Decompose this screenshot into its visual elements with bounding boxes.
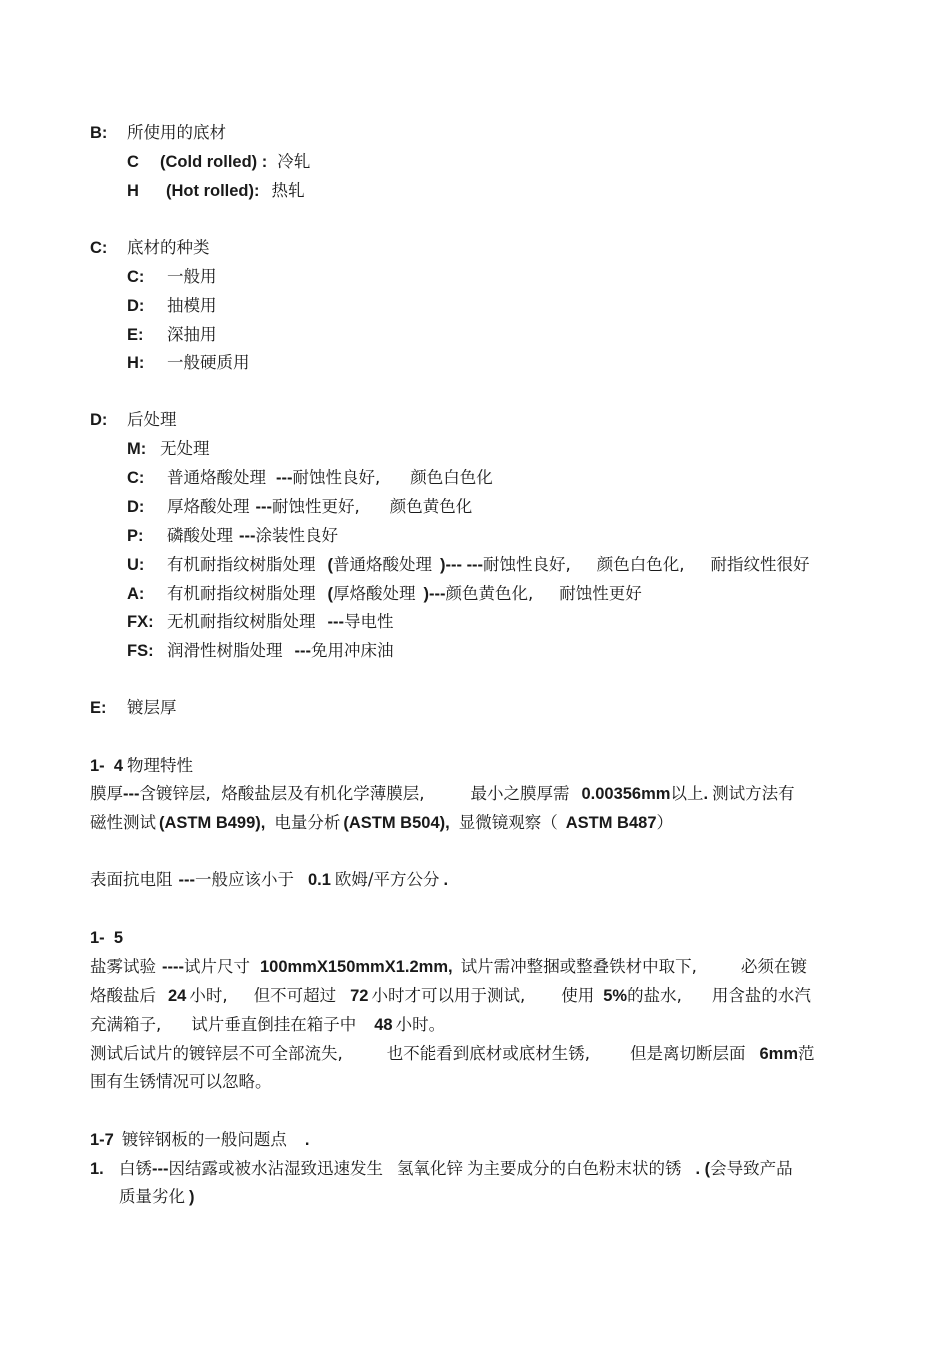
- section-d-item-fx: [127, 611, 393, 633]
- text-run: 试片垂直倒挂在箱子中: [191, 1015, 357, 1034]
- text-run: 测试方法有: [712, 784, 795, 803]
- item-text: 耐蚀性良好,: [292, 468, 381, 487]
- item-text: 有机耐指纹树脂处理: [167, 584, 316, 603]
- text-run: ----: [162, 958, 184, 976]
- text-run: 测试后试片的镀锌层不可全部流失,: [90, 1044, 343, 1063]
- item-text: 厚烙酸处理: [333, 584, 416, 603]
- text-run: 小时才可以用于测试,: [371, 986, 526, 1005]
- text-run: 质量劣化: [119, 1187, 185, 1206]
- section-number: 1- 4: [90, 757, 124, 775]
- text-run: .: [304, 1131, 310, 1149]
- text-run: 白锈: [119, 1159, 152, 1178]
- item-text: 颜色黄色化: [389, 497, 473, 516]
- section-c-item: [127, 266, 217, 288]
- item-code: H:: [127, 354, 145, 372]
- text-run: .: [443, 871, 449, 889]
- item-text: 润滑性树脂处理: [167, 641, 283, 660]
- item-dash: ---: [255, 498, 272, 516]
- item-text: 涂装性良好: [255, 526, 338, 545]
- item-text: 无处理: [160, 439, 210, 458]
- section-d-item-fs: [127, 640, 393, 662]
- text-run: 范: [798, 1044, 815, 1063]
- section-title: 物理特性: [127, 756, 194, 775]
- item-text: 一般硬质用: [167, 353, 250, 372]
- section-b-item: [127, 180, 304, 202]
- text-run: 0.1: [307, 871, 331, 889]
- item-text: 颜色白色化,: [596, 555, 685, 574]
- section-d-key: D:: [90, 411, 108, 429]
- item-text: 耐蚀性更好,: [271, 497, 360, 516]
- section-c-item: [127, 324, 217, 346]
- section-d-heading: [90, 409, 177, 431]
- item-code: C:: [127, 268, 145, 286]
- text-run: ---: [123, 785, 140, 803]
- item-english: (Hot rolled):: [166, 182, 260, 200]
- item-text: 厚烙酸处理: [167, 497, 250, 516]
- text-run: 但不可超过: [253, 986, 337, 1005]
- paragraph-line: [90, 956, 807, 978]
- text-run: 以上: [670, 784, 704, 803]
- section-c-item: [127, 295, 217, 317]
- text-run: (ASTM B499),: [159, 814, 266, 832]
- section-d-item-c: [127, 467, 493, 489]
- item-text: 颜色黄色化,: [445, 584, 534, 603]
- text-run: 为主要成分的白色粉末状的锈: [466, 1159, 682, 1178]
- text-run: 磁性测试: [90, 813, 156, 832]
- text-run: (ASTM B504),: [343, 814, 450, 832]
- text-run: ASTM B487: [565, 814, 657, 832]
- item-text: 耐蚀性更好: [559, 584, 642, 603]
- item-code: FX:: [127, 613, 154, 631]
- item-dash: ---: [239, 527, 256, 545]
- section-c-key: C:: [90, 239, 108, 257]
- text-run: ---: [152, 1160, 169, 1178]
- item-code: U:: [127, 556, 145, 574]
- section-number: 1-7: [90, 1131, 114, 1149]
- text-run: 充满箱子,: [90, 1015, 162, 1034]
- list-item-continuation: [119, 1186, 195, 1208]
- text-run: 也不能看到底材或底材生锈,: [386, 1044, 590, 1063]
- item-code: A:: [127, 585, 145, 603]
- item-code: D:: [127, 498, 145, 516]
- text-run: 表面抗电阻: [90, 870, 173, 889]
- text-run: 100mmX150mmX1.2mm,: [259, 958, 453, 976]
- text-run: 小时。: [395, 1015, 446, 1034]
- item-code: P:: [127, 527, 144, 545]
- text-run: 显微镜观察（: [458, 813, 558, 832]
- paragraph-line: [90, 783, 795, 805]
- text-run: 的盐水,: [627, 986, 682, 1005]
- section-b-heading: [90, 122, 226, 144]
- item-text: 抽模用: [167, 296, 217, 315]
- text-run: 最小之膜厚需: [470, 784, 570, 803]
- item-text: 免用冲床油: [310, 641, 394, 660]
- item-text: 一般用: [167, 267, 217, 286]
- item-dash: )--- ---: [440, 556, 484, 574]
- text-run: 试片尺寸: [183, 957, 250, 976]
- item-text: 无机耐指纹树脂处理: [167, 612, 316, 631]
- text-run: 72: [350, 987, 369, 1005]
- section-c-title: 底材的种类: [127, 238, 210, 257]
- section-d-item-a: [127, 583, 642, 605]
- item-dash: )---: [423, 585, 446, 603]
- section-d-item-m: [127, 438, 210, 460]
- text-run: 含镀锌层, 烙酸盐层及有机化学薄膜层,: [139, 784, 425, 803]
- text-run: 小时,: [189, 986, 228, 1005]
- text-run: 48: [374, 1016, 393, 1034]
- section-d-item-u: [127, 554, 810, 576]
- text-run: 氢氧化锌: [396, 1159, 463, 1178]
- text-run: 但是离切断层面: [630, 1044, 746, 1063]
- item-text: 普通烙酸处理: [333, 555, 432, 574]
- text-run: 用含盐的水汽: [711, 986, 811, 1005]
- section-c-heading: [90, 237, 210, 259]
- item-code: C: [127, 153, 139, 171]
- paragraph-line: [90, 985, 811, 1007]
- text-run: . (: [695, 1160, 711, 1178]
- text-run: 盐雾试验: [90, 957, 156, 976]
- list-number: 1.: [90, 1160, 104, 1178]
- paragraph-line: [90, 812, 673, 834]
- text-run: 5%: [603, 987, 628, 1005]
- text-run: 围有生锈情况可以忽略。: [90, 1072, 272, 1091]
- section-1-7-heading: [90, 1129, 309, 1151]
- text-run: 试片需冲整捆或整叠铁材中取下,: [460, 957, 697, 976]
- item-dash: ---: [327, 613, 344, 631]
- text-run: ): [189, 1188, 195, 1206]
- paragraph-line: [90, 1071, 272, 1093]
- item-code: E:: [127, 326, 144, 344]
- section-1-4-heading: [90, 755, 193, 777]
- text-run: 24: [168, 987, 187, 1005]
- text-run: 一般应该小于: [194, 870, 294, 889]
- paragraph-line: [90, 869, 448, 891]
- item-text: 深抽用: [167, 325, 217, 344]
- item-code: M:: [127, 440, 147, 458]
- text-run: 使用: [561, 986, 595, 1005]
- item-text: 耐蚀性良好,: [483, 555, 571, 574]
- item-paren: (: [327, 556, 333, 574]
- text-run: 欧姆/平方公分: [334, 870, 440, 889]
- text-run: 电量分析: [274, 813, 341, 832]
- item-dash: ---: [294, 642, 311, 660]
- section-number: 1- 5: [90, 929, 124, 947]
- item-english: (Cold rolled) :: [160, 153, 268, 171]
- section-b-item: [127, 151, 310, 173]
- text-run: ）: [656, 813, 673, 832]
- item-paren: (: [327, 585, 333, 603]
- section-d-item-d: [127, 496, 472, 518]
- paragraph-line: [90, 1043, 815, 1065]
- text-run: 必须在镀: [740, 957, 807, 976]
- text-run: .: [703, 785, 709, 803]
- text-run: 膜厚: [90, 784, 123, 803]
- section-e-title: 镀层厚: [127, 698, 177, 717]
- section-b-title: 所使用的底材: [127, 123, 226, 142]
- item-text: 有机耐指纹树脂处理: [167, 555, 316, 574]
- list-item: [90, 1158, 793, 1180]
- section-e-heading: [90, 697, 177, 719]
- text-run: 会导致产品: [710, 1159, 793, 1178]
- item-text: 导电性: [343, 612, 394, 631]
- item-text: 磷酸处理: [167, 526, 233, 545]
- item-code: D:: [127, 297, 145, 315]
- text-run: ---: [178, 871, 195, 889]
- item-code: C:: [127, 469, 145, 487]
- item-chinese: 热轧: [271, 181, 305, 200]
- text-run: 烙酸盐后: [90, 986, 156, 1005]
- text-run: 0.00356mm: [581, 785, 671, 803]
- section-1-5-heading: [90, 927, 123, 949]
- text-run: 6mm: [759, 1045, 799, 1063]
- item-dash: ---: [276, 469, 293, 487]
- section-c-item: [127, 352, 250, 374]
- item-text: 普通烙酸处理: [167, 468, 266, 487]
- section-d-item-p: [127, 525, 338, 547]
- section-title: 镀锌钢板的一般问题点: [121, 1130, 287, 1149]
- section-d-title: 后处理: [127, 410, 177, 429]
- item-text: 耐指纹性很好: [710, 555, 810, 574]
- section-e-key: E:: [90, 699, 107, 717]
- text-run: 因结露或被水沾湿致迅速发生: [168, 1159, 383, 1178]
- item-chinese: 冷轧: [277, 152, 311, 171]
- paragraph-line: [90, 1014, 445, 1036]
- item-code: H: [127, 182, 139, 200]
- section-b-key: B:: [90, 124, 108, 142]
- item-code: FS:: [127, 642, 154, 660]
- item-text: 颜色白色化: [410, 468, 493, 487]
